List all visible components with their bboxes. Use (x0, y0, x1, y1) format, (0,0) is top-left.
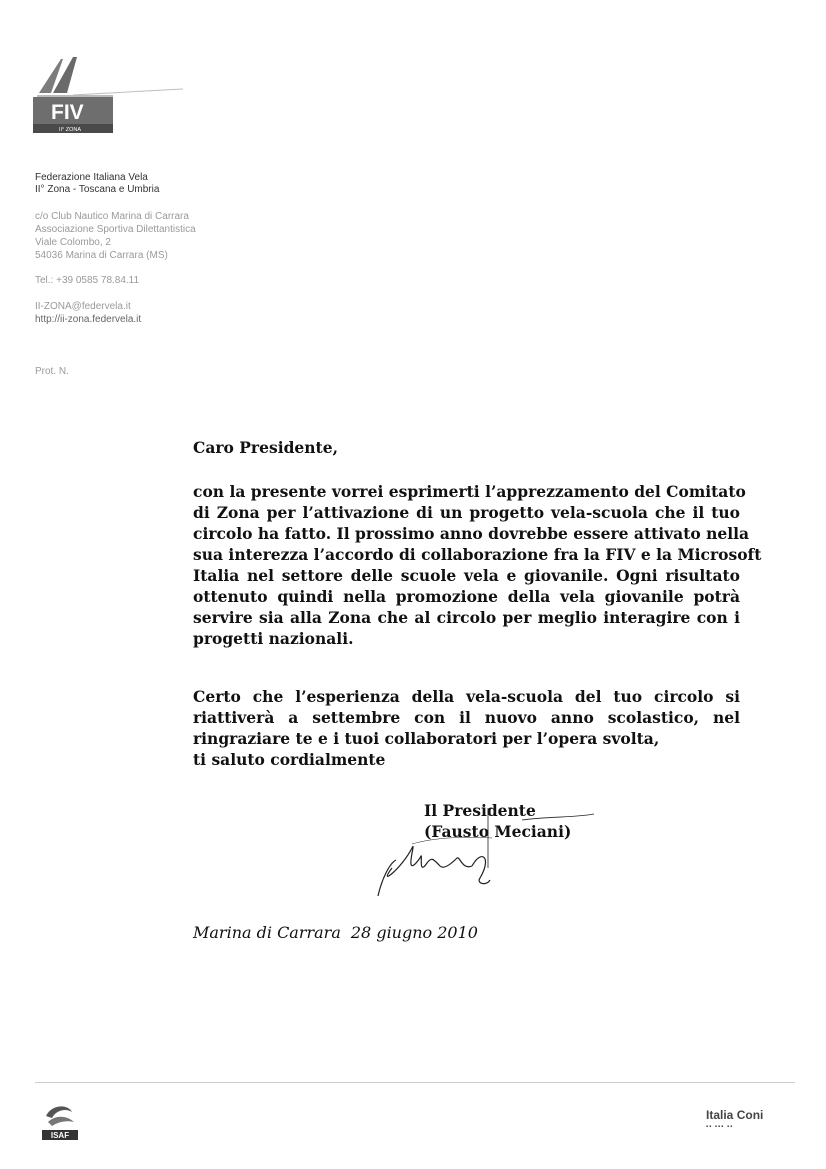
paragraph-line: ringraziare te e i tuoi collaboratori per l’opera svolta, (193, 729, 660, 748)
signer-title: Il Presidente (424, 801, 536, 820)
fiv-logo (33, 53, 183, 139)
logo-text: FIV (51, 101, 84, 124)
italia-coni-logo (706, 1108, 763, 1122)
signer-name: (Fausto Meciani) (424, 822, 572, 841)
paragraph-line: servire sia alla Zona che al circolo per meglio interagire con i (193, 608, 740, 627)
org-zone: II° Zona - Toscana e Umbria (35, 184, 160, 195)
paragraph-line: Italia nel settore delle scuole vela e giovanile. Ogni risultato (193, 566, 740, 585)
paragraph-line: con la presente vorrei esprimerti l’apprezzamento del Comitato (193, 482, 746, 501)
paragraph-line: riattiverà a settembre con il nuovo anno scolastico, nel (193, 708, 740, 727)
logo-zone: II° ZONA (59, 127, 82, 133)
place: Marina di Carrara (193, 923, 341, 942)
footer-divider (35, 1082, 795, 1083)
website: http://ii-zona.federvela.it (35, 314, 142, 325)
address-line-3: Viale Colombo, 2 (35, 237, 111, 248)
paragraph-line: Certo che l’esperienza della vela-scuola del tuo circolo si (193, 687, 740, 706)
email: II-ZONA@federvela.it (35, 301, 131, 312)
date: 28 giugno 2010 (350, 923, 478, 942)
paragraph-line: progetti nazionali. (193, 629, 354, 648)
coni-text: Coni (736, 1108, 764, 1122)
coni-pattern-icon: ▪▪ ▪▪▪ ▪▪ (706, 1124, 734, 1130)
isaf-logo (38, 1100, 82, 1146)
isaf-text: ISAF (50, 1131, 70, 1140)
address-line-1: c/o Club Nautico Marina di Carrara (35, 211, 189, 222)
paragraph-line: di Zona per l’attivazione di un progetto vela-scuola che il tuo (193, 503, 740, 522)
paragraph-line: circolo ha fatto. Il prossimo anno dovrebbe essere attivato nella (193, 524, 750, 543)
telephone: Tel.: +39 0585 78.84.11 (35, 275, 140, 286)
protocol-number: Prot. N. (35, 366, 69, 377)
address-line-2: Associazione Sportiva Dilettantistica (35, 224, 196, 235)
address-line-4: 54036 Marina di Carrara (MS) (35, 250, 168, 261)
paragraph-2 (193, 686, 740, 770)
greeting: Caro Presidente, (193, 438, 338, 457)
handwritten-signature (372, 808, 594, 900)
italia-text: Italia (706, 1108, 734, 1122)
place-date (193, 923, 478, 942)
org-name: Federazione Italiana Vela (35, 172, 148, 183)
paragraph-line: ottenuto quindi nella promozione della vela giovanile potrà (193, 587, 740, 606)
paragraph-line: sua interezza l’accordo di collaborazione fra la FIV e la Microsoft (193, 545, 762, 564)
paragraph-line: ti saluto cordialmente (193, 750, 386, 769)
paragraph-1 (193, 481, 762, 649)
